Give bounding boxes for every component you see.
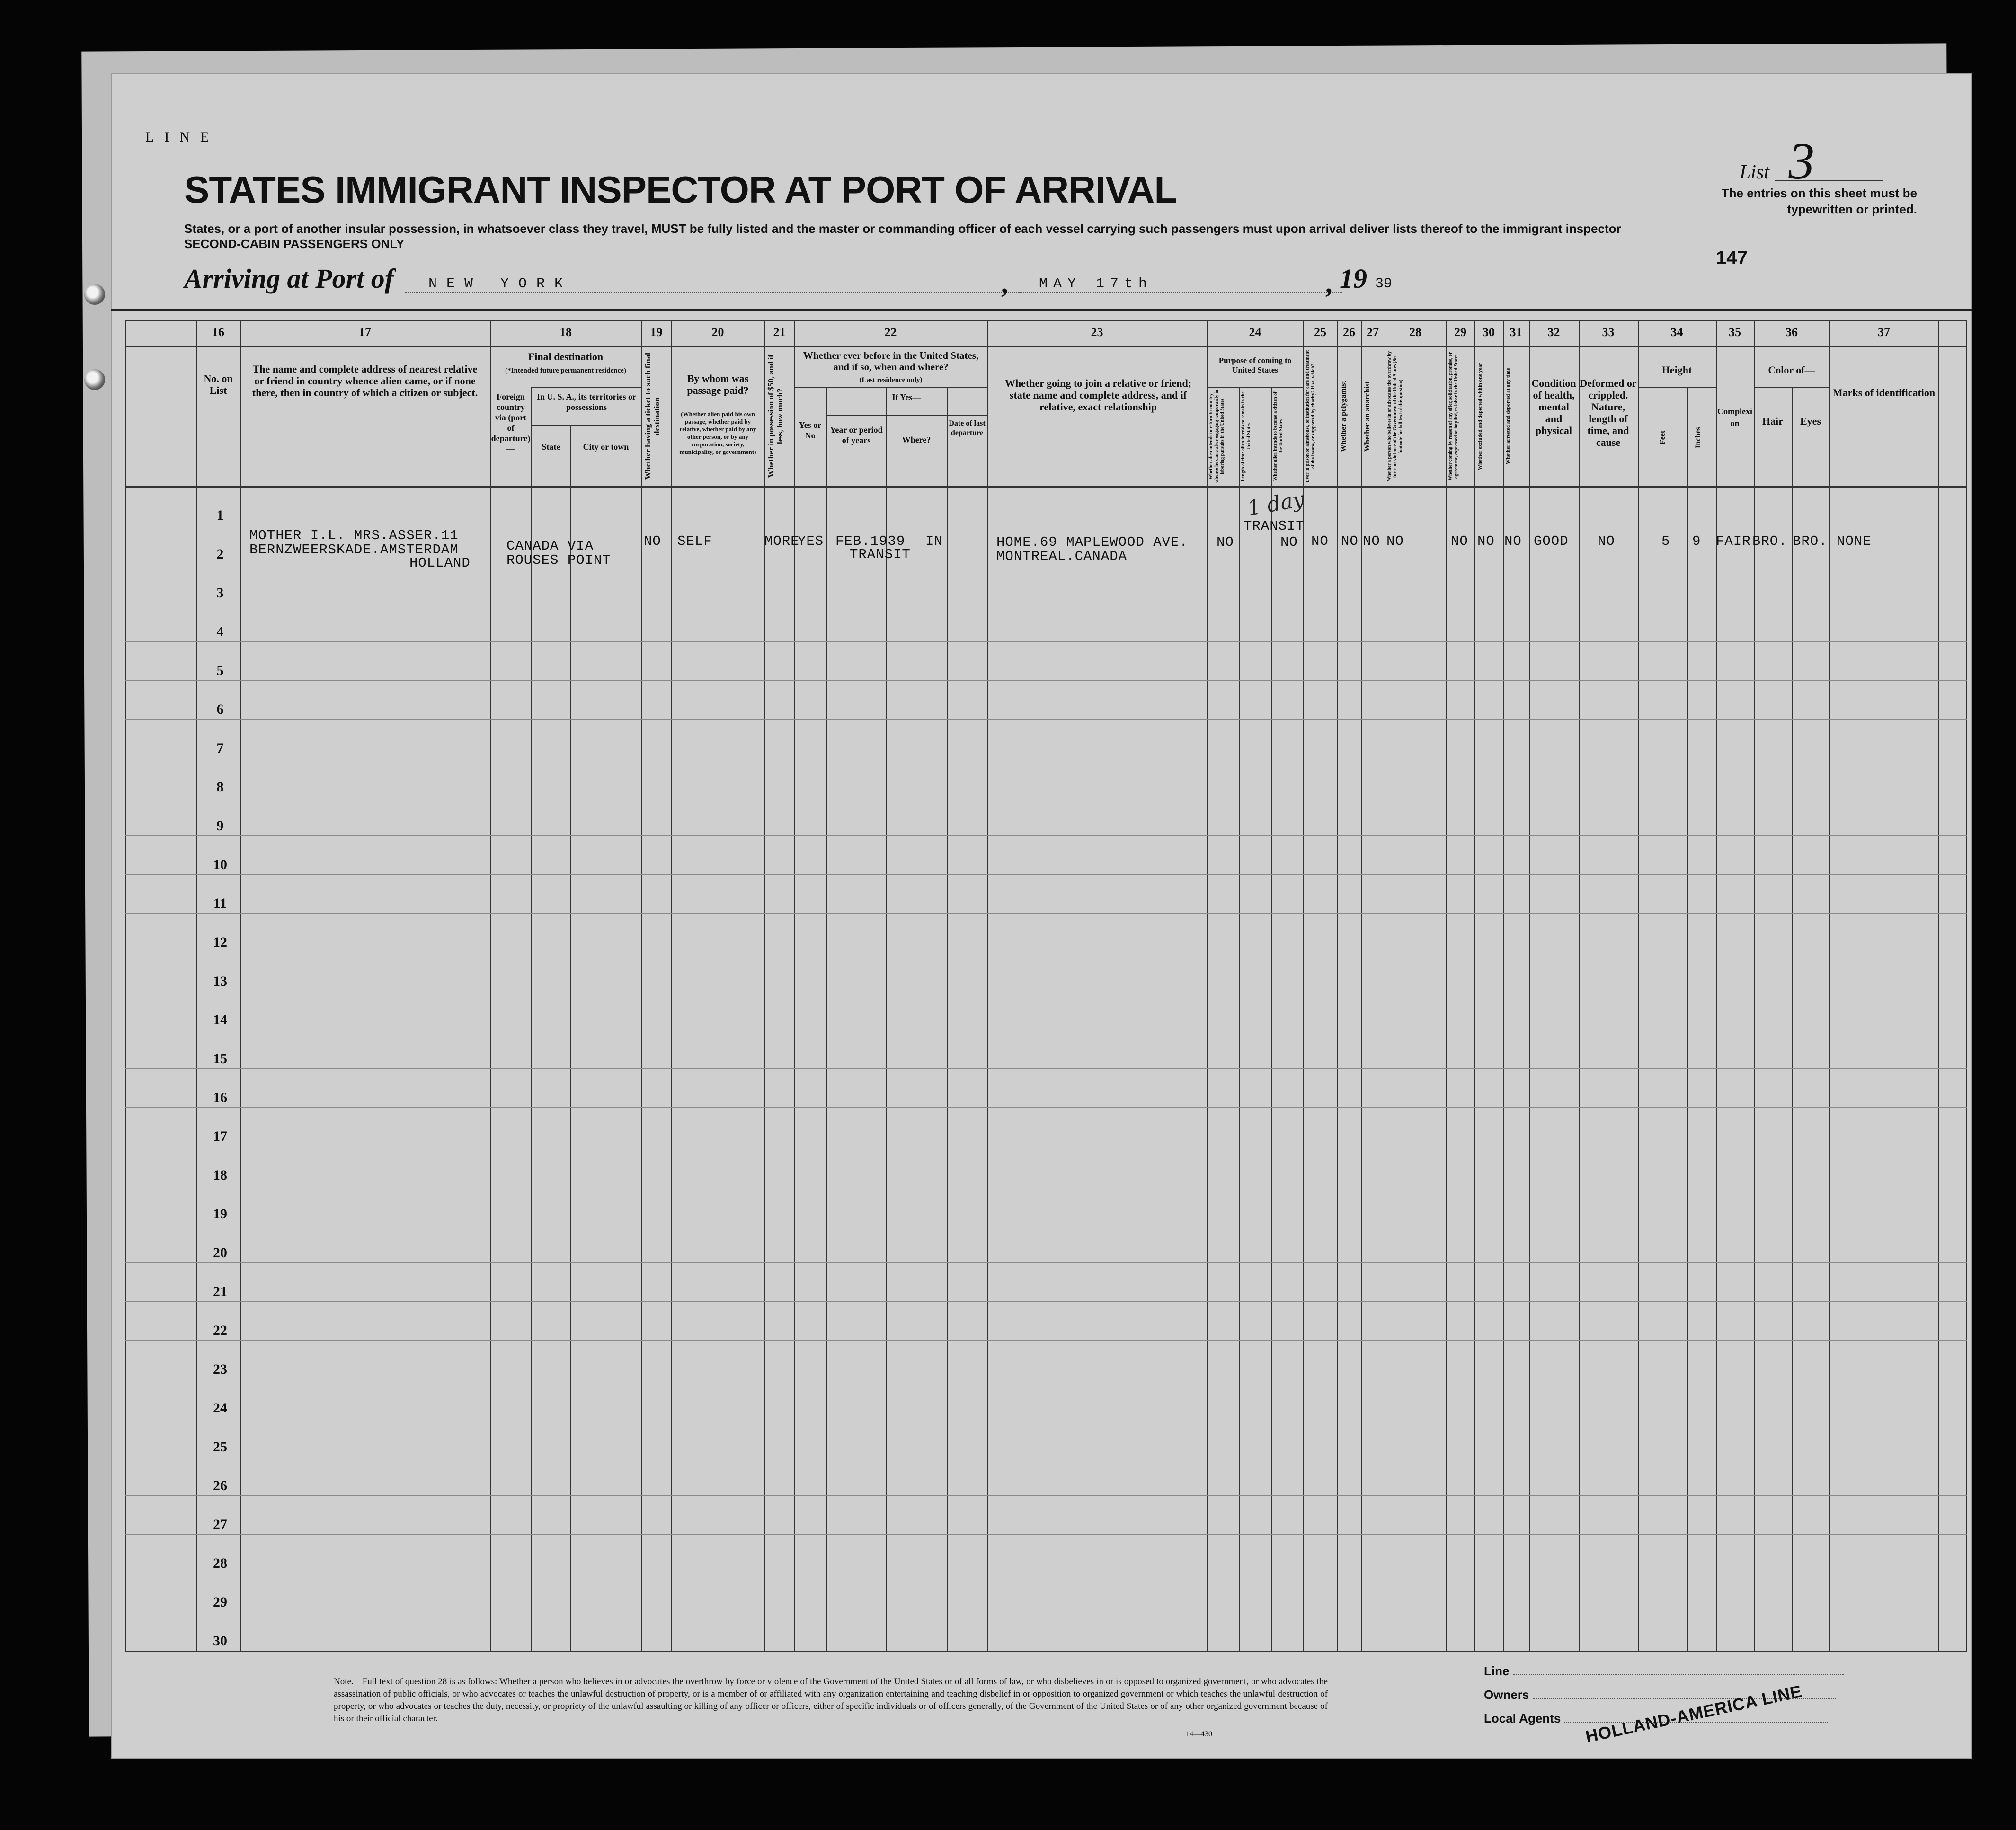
subheader-rule (1638, 387, 1716, 388)
col-line (826, 387, 827, 1652)
col-line (125, 320, 126, 1652)
column-number: 19 (650, 325, 663, 339)
col-line (1687, 387, 1688, 1652)
line-signature-line (1513, 1674, 1844, 1675)
header-overthrow: Whether a person who believes in or advocates the overthrow by force or violence of the Government of the United States (See footnote for full text of this question) (1387, 351, 1403, 481)
list-number: 3 (1775, 142, 1883, 181)
arrival-port: NEW YORK (405, 276, 1020, 293)
entry-before-yes: YES (798, 533, 824, 549)
row-number: 11 (213, 896, 227, 911)
col-line (1474, 320, 1475, 1652)
entry-anarchist: NO (1363, 533, 1380, 549)
row-number: 6 (216, 702, 224, 717)
table-top-rule (125, 320, 1967, 321)
col-line (1207, 320, 1208, 1652)
col-line (1529, 320, 1530, 1652)
column-number: 36 (1785, 325, 1798, 339)
row-number: 7 (216, 740, 224, 756)
arriving-label: Arriving at Port of (184, 263, 394, 294)
col-line (1716, 320, 1717, 1652)
row-number: 2 (216, 546, 224, 562)
col-line (794, 320, 795, 1652)
entry-before-year: FEB.1939 (835, 533, 906, 549)
row-number: 14 (213, 1012, 227, 1028)
page-number: 147 (1716, 248, 1748, 268)
entry-eyes: BRO. (1793, 533, 1828, 549)
col-line (1579, 320, 1580, 1652)
row-number: 13 (213, 973, 227, 989)
header-final-destination: Final destination (528, 351, 604, 363)
col-line (641, 320, 642, 1652)
arrival-year-suffix: 39 (1375, 276, 1393, 292)
table-row (125, 1340, 1967, 1341)
header-money: Whether in possession of $50, and if less, how much? (766, 355, 784, 478)
arrival-year-prefix: 19 (1340, 263, 1367, 294)
row-number: 22 (213, 1323, 227, 1338)
row-number: 21 (213, 1284, 227, 1299)
subheader-rule (1207, 387, 1303, 388)
column-number: 20 (711, 325, 724, 339)
subheader-rule (531, 425, 641, 426)
page-title: STATES IMMIGRANT INSPECTOR AT PORT OF ARRIVAL (184, 169, 1177, 211)
row-number: 26 (213, 1478, 227, 1493)
row-number: 27 (213, 1517, 227, 1532)
line-signature-field (1484, 1664, 1844, 1679)
header-before-us: Whether ever before in the United States, and if so, when and where? (803, 350, 979, 373)
header-polygamist: Whether a polygamist (1340, 381, 1348, 452)
row-number: 28 (213, 1555, 227, 1571)
header-purpose-return: Whether alien intends to return to country whence he came after engaging temporarily in laboring pursuits in the United States (1208, 390, 1225, 483)
col-line (1271, 387, 1272, 1652)
line-signature-label: Line (1484, 1664, 1510, 1678)
entry-purpose-citizen: NO (1280, 534, 1298, 550)
entry-hair: BRO. (1752, 533, 1787, 549)
entry-inches: 9 (1692, 533, 1701, 549)
entry-offer: NO (1451, 533, 1468, 549)
row-number: 8 (216, 779, 224, 795)
subheader-rule (531, 387, 641, 388)
entry-marks: NONE (1837, 533, 1872, 549)
row-number: 17 (213, 1128, 227, 1144)
entry-arrested: NO (1504, 533, 1522, 549)
column-number: 17 (359, 325, 371, 339)
col-line (886, 387, 887, 1652)
column-number-rule (125, 346, 1967, 347)
header-no-on-list: No. on List (204, 373, 233, 396)
header-relative: The name and complete address of nearest relative or friend in country whence alien came, or if none there, then in country of which a citizen or subject. (252, 363, 478, 399)
header-year-period: Year or period of years (830, 425, 883, 445)
row-number: 16 (213, 1090, 227, 1105)
column-number: 35 (1729, 325, 1741, 339)
row-number: 23 (213, 1361, 227, 1377)
entry-overthrow: NO (1386, 533, 1404, 549)
row-number: 5 (216, 663, 224, 678)
table-row (125, 835, 1967, 836)
subtitle-instructions: States, or a port of another insular possession, in whatsoever class they travel, MUST be fully listed and the master or commanding officer of each vessel carrying such passengers must upon arrival deliver lists thereof to the immigrant inspector (184, 222, 1621, 236)
row-number: 12 (213, 934, 227, 950)
row-number: 25 (213, 1439, 227, 1455)
col-line (1829, 320, 1830, 1652)
col-line (1938, 320, 1939, 1652)
entry-polygamist: NO (1341, 533, 1359, 549)
col-line (1792, 387, 1793, 1652)
comma-mark: , (1001, 268, 1008, 299)
header-date-departure: Date of last departure (949, 419, 986, 437)
header-eyes: Eyes (1800, 415, 1821, 427)
column-number: 33 (1602, 325, 1615, 339)
row-number: 10 (213, 857, 227, 872)
col-line (764, 320, 765, 1652)
entry-relative-line1: MOTHER I.L. MRS.ASSER.11 (249, 528, 459, 543)
col-line (671, 320, 672, 1652)
header-passage: By whom was passage paid? (687, 373, 749, 396)
binder-hole-icon (84, 284, 105, 305)
table-row (125, 1068, 1967, 1069)
table-row (125, 1534, 1967, 1535)
table-row (125, 1495, 1967, 1496)
entry-purpose-transit: TRANSIT (1243, 518, 1305, 534)
header-hair: Hair (1762, 415, 1783, 427)
page-subtitle (184, 221, 1746, 251)
entry-complexion: FAIR (1716, 533, 1751, 549)
entry-joining-line2: MONTREAL.CANADA (996, 549, 1128, 564)
manifest-sheet (111, 73, 1972, 1759)
header-prison: Ever in prison or almshouse, or institution for care and treatment of the insane, or supported by charity? If so, which? (1305, 350, 1316, 483)
list-label: List (1740, 161, 1770, 183)
entry-feet: 5 (1661, 533, 1670, 549)
col-line (1638, 320, 1639, 1652)
entry-ticket: NO (644, 533, 661, 549)
agents-signature-label: Local Agents (1484, 1711, 1561, 1725)
header-ticket: Whether having a ticket to such final destination (643, 353, 661, 480)
header-foreign-country: Foreign country via (port of departure)— (491, 392, 531, 453)
column-number: 21 (773, 325, 786, 339)
col-line (1239, 387, 1240, 1652)
header-final-destination-note: (*Intended future permanent residence) (505, 367, 626, 374)
header-marks: Marks of identification (1832, 387, 1936, 399)
header-deformed: Deformed or crippled. Nature, length of time, and cause (1580, 377, 1637, 448)
column-number: 31 (1510, 325, 1522, 339)
owners-signature-label: Owners (1484, 1688, 1529, 1702)
column-number: 18 (560, 325, 572, 339)
header-health: Condition of health, mental and physical (1531, 377, 1576, 436)
header-before-us-note: (Last residence only) (859, 376, 923, 384)
entry-before-transit: TRANSIT (850, 547, 911, 562)
row-number: 18 (213, 1167, 227, 1183)
entry-purpose-return: NO (1217, 534, 1234, 550)
col-line (1966, 320, 1967, 1652)
row-number: 20 (213, 1245, 227, 1261)
header-where: Where? (902, 435, 931, 444)
table-row (125, 1107, 1967, 1108)
entry-excluded: NO (1477, 533, 1495, 549)
header-passage-note: (Whether alien paid his own passage, whether paid by relative, whether paid by any other person, or by any corporation, society, municipality, or government) (679, 410, 756, 455)
column-number: 24 (1249, 325, 1261, 339)
header-purpose: Purpose of coming to United States (1218, 356, 1292, 374)
row-number: 4 (216, 624, 224, 640)
col-line (490, 320, 491, 1652)
table-row (125, 1262, 1967, 1263)
entry-before-where: IN (925, 533, 943, 549)
entry-prison: NO (1311, 533, 1329, 549)
entry-passage: SELF (677, 533, 712, 549)
col-line (570, 425, 571, 1652)
header-purpose-length: Length of time alien intends to remain in the United States (1241, 391, 1252, 481)
column-number: 28 (1409, 325, 1421, 339)
column-number: 26 (1343, 325, 1355, 339)
header-yes-no: Yes or No (799, 420, 822, 440)
entry-relative-line3: HOLLAND (409, 555, 471, 571)
col-line (1337, 320, 1338, 1652)
subheader-rule (794, 387, 987, 388)
column-number: 29 (1454, 325, 1466, 339)
column-number: 27 (1367, 325, 1379, 339)
column-number: 37 (1878, 325, 1890, 339)
col-line (1361, 320, 1362, 1652)
column-number: 34 (1670, 325, 1683, 339)
header-anarchist: Whether an anarchist (1363, 381, 1371, 452)
entry-relative-line2: BERNZWEERSKADE.AMSTERDAM (249, 542, 459, 558)
row-number: 19 (213, 1206, 227, 1222)
table-row (125, 874, 1967, 875)
header-in-usa: In U. S. A., its territories or possessions (537, 392, 636, 412)
arrival-date: MAY 17th (1020, 276, 1342, 293)
comma-mark: , (1325, 268, 1332, 299)
manifest-table (125, 320, 1967, 1652)
col-line (1446, 320, 1447, 1652)
header-arrested: Whether arrested and deported at any time (1505, 368, 1511, 465)
column-number: 30 (1483, 325, 1495, 339)
list-number-field (1740, 132, 1883, 190)
header-if-yes: If Yes— (892, 392, 921, 402)
header-inches: Inches (1694, 427, 1702, 448)
header-purpose-citizen: Whether alien intends to become a citizen of the United States (1273, 391, 1284, 481)
column-number: 22 (884, 325, 897, 339)
header-state: State (542, 442, 560, 452)
header-height: Height (1661, 364, 1692, 376)
entry-joining-line1: HOME.69 MAPLEWOOD AVE. (996, 534, 1188, 550)
column-number: 16 (212, 325, 224, 339)
binder-hole-icon (84, 369, 105, 390)
table-row (125, 680, 1967, 681)
header-feet: Feet (1659, 430, 1667, 445)
header-color-of: Color of— (1768, 364, 1815, 376)
subheader-rule (1754, 387, 1829, 388)
row-number: 9 (216, 818, 224, 834)
line-label: LINE (145, 129, 220, 145)
column-number: 23 (1091, 325, 1103, 339)
row-number: 3 (216, 585, 224, 601)
table-row (125, 913, 1967, 914)
table-row (125, 719, 1967, 720)
entry-purpose-length-handwritten: 1 day (1245, 487, 1306, 521)
col-line (1503, 320, 1504, 1652)
footnote-question-28: Note.—Full text of question 28 is as follows: Whether a person who believes in or advocates the overthrow by force or violence of the Government of the United States or of all forms of law, or who disbelieves in or is opposed to organized government, or who advocates the assassination of public officials, or who advocates or teaches the unlawful destruction of property, or is a member of or affiliated with any organization entertaining and teaching disbelief in or opposition to organized government or which teaches the unlawful destruction of property, or who advocates or teaches the duty, necessity, or propriety of the unlawful assaulting or killing of any officer or officers, either of specific individuals or of officers generally, of the Government of the United States or of any other organized government because of his or their official character. (334, 1677, 1328, 1723)
holland-america-stamp: HOLLAND-AMERICA LINE (1583, 1681, 1804, 1747)
header-bottom-rule (125, 486, 1967, 488)
col-line (1754, 320, 1755, 1652)
form-code: 14—430 (1186, 1730, 1212, 1738)
header-city: City or town (583, 442, 629, 452)
entry-health: GOOD (1534, 533, 1569, 549)
row-number: 29 (213, 1594, 227, 1610)
header-rule (111, 309, 1972, 311)
row-number: 1 (216, 507, 224, 523)
entry-foreign-line2: ROUSES POINT (506, 552, 611, 568)
header-joining: Whether going to join a relative or friend; state name and complete address, and if relative, exact relationship (1004, 377, 1192, 413)
header-offer: Whether coming by reason of any offer, solicitation, promise, or agreement, expressed or implied, to labor in the United States (1448, 352, 1459, 481)
subtitle-class: SECOND-CABIN PASSENGERS ONLY (184, 237, 405, 251)
header-complexion: Complexion (1717, 407, 1752, 428)
col-line (987, 320, 988, 1652)
entries-note: The entries on this sheet must be typewritten or printed. (1721, 186, 1917, 216)
col-line (531, 387, 532, 1652)
row-number: 15 (213, 1051, 227, 1066)
entry-deformed: NO (1598, 533, 1615, 549)
entry-foreign-line1: CANADA VIA (506, 538, 594, 554)
col-line (947, 387, 948, 1652)
subheader-rule (826, 415, 987, 416)
column-number: 32 (1547, 325, 1560, 339)
column-number: 25 (1314, 325, 1326, 339)
table-row (125, 641, 1967, 642)
row-number: 24 (213, 1400, 227, 1416)
header-excluded: Whether excluded and deported within one year (1477, 363, 1483, 470)
entry-money: MORE (764, 533, 799, 549)
table-row (125, 1301, 1967, 1302)
row-number: 30 (213, 1633, 227, 1649)
